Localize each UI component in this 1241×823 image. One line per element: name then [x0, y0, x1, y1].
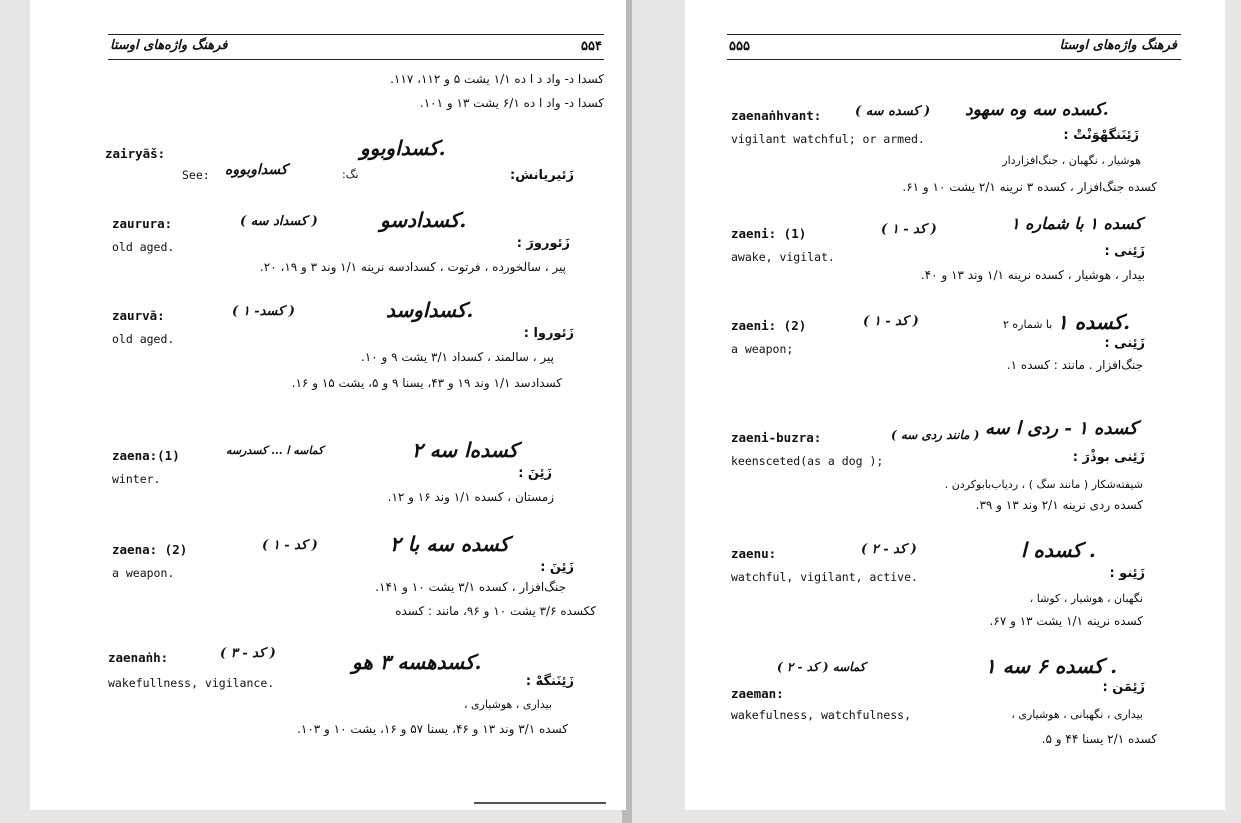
entry-headword: zaeni-buzra:: [731, 430, 822, 445]
persian-headword: زَئِنی :: [1104, 336, 1145, 351]
number-note: با شماره ۲: [1003, 318, 1053, 331]
see-label: See:: [182, 168, 210, 182]
entry-headword: zaurura:: [112, 216, 173, 231]
see-label-fa: نگ:: [342, 168, 359, 181]
reference-line: کسده نرینه ۱/۱ یشت ۱۳ و ۶۷.: [989, 614, 1143, 628]
reference-line: جنگ‌افزار . مانند : کسده ۱.: [1006, 358, 1143, 372]
avestan-word: کسده‌ا سه ۲: [412, 438, 519, 462]
english-gloss: a weapon.: [112, 566, 175, 580]
paren-form: ( کد - ۳ ): [220, 646, 276, 661]
reference-line: کسده جنگ‌افزار ، کسده ۳ نرینه ۲/۱ یشت ۱۰ و ۶۱.: [902, 180, 1157, 194]
paren-form: ( کسده سه ): [855, 104, 931, 119]
reference-line: کسدادسد ۱/۱ وند ۱۹ و ۴۳، یسنا ۹ و ۵، یشت ۱۵ و ۱۶.: [291, 376, 562, 390]
persian-headword: زَئِنَنگهْ :: [525, 674, 574, 689]
english-gloss: vigilant watchful; or armed.: [731, 132, 925, 146]
persian-gloss: شیفته‌شکار ( مانند سگ ) ، ردیاب‌بابوکردن .: [944, 478, 1143, 491]
english-gloss: watchful, vigilant, active.: [731, 570, 918, 584]
reference-line: کسده ۲/۱ یسنا ۴۴ و ۵.: [1041, 732, 1157, 746]
english-gloss: wakefullness, vigilance.: [108, 676, 275, 690]
paren-form: ( کسداد سه ): [240, 214, 318, 229]
persian-headword: زَئِمَن :: [1102, 680, 1145, 695]
avestan-word: کسدهسه ۳ هو.: [352, 650, 482, 674]
persian-headword: زَئِنی :: [1104, 244, 1145, 259]
persian-gloss: بیداری ، نگهبانی ، هوشیاری ،: [1011, 708, 1143, 721]
reference-line: ککسده ۳/۶ یشت ۱۰ و ۹۶، مانند : کسده: [395, 604, 596, 618]
page-number: ۵۵۴: [581, 39, 602, 54]
page-number: ۵۵۵: [729, 39, 750, 54]
persian-headword: زَئوروا :: [523, 326, 574, 341]
paren-form: ( کد - ۱ ): [863, 314, 919, 329]
paren-form: کماسه ( کد - ۲ ): [777, 660, 866, 674]
persian-headword: زَئِنی بوذْرَ :: [1072, 450, 1145, 465]
avestan-word: کسده ۱ - ردی ا سه: [985, 418, 1138, 439]
paren-form: ( کد - ۱ ): [262, 538, 318, 553]
english-gloss: old aged.: [112, 332, 175, 346]
english-gloss: wakefulness, watchfulness,: [731, 708, 912, 722]
paren-form: کماسه ا ... کسدرسه: [226, 444, 324, 457]
entry-headword: zaeman:: [731, 686, 784, 701]
persian-headword: زَئِنَ :: [518, 466, 552, 481]
persian-headword: زَئِنَنگهْوَنْتْ :: [1063, 128, 1139, 143]
entry-headword: zaenaṅhvant:: [731, 108, 822, 123]
right-page: [685, 0, 1225, 810]
entry-headword: zaenaṅh:: [108, 650, 169, 665]
persian-gloss: بیداری ، هوشیاری ،: [463, 698, 552, 711]
entry-headword: zaenu:: [731, 546, 777, 561]
avestan-word: کسده سه وه سهود.: [965, 100, 1109, 120]
entry-headword: zaeni: (1): [731, 226, 807, 241]
english-gloss: a weapon;: [731, 342, 794, 356]
paren-form: ( کد - ۱ ): [881, 222, 937, 237]
entry-headword: zaena: (2): [112, 542, 188, 557]
paren-form: ( کسد- ۱ ): [232, 304, 295, 319]
avestan-word: کسده ۱.: [1057, 310, 1131, 334]
reference-line: کسدا د- واد ا ده ۶/۱ یشت ۱۳ و ۱۰۱.: [419, 96, 604, 110]
persian-headword: زَئورورَ :: [516, 236, 570, 251]
persian-gloss: هوشیار ، نگهبان ، جنگ‌افزاردار: [1002, 154, 1141, 167]
persian-gloss: نگهبان ، هوشیار ، کوشا ،: [1029, 592, 1143, 605]
avestan-word: کسداوبوو.: [360, 136, 446, 160]
paren-form: ( کد - ۲ ): [861, 542, 917, 557]
english-gloss: awake, vigilat.: [731, 250, 835, 264]
entry-headword: zaurvã:: [112, 308, 165, 323]
english-gloss: keensceted(as a dog );: [731, 454, 884, 468]
avestan-word: کسده ۶ سه ۱ .: [985, 654, 1118, 678]
english-gloss: winter.: [112, 472, 161, 486]
persian-headword: زَئِنو :: [1109, 566, 1145, 581]
reference-line: کسدا د- واد د ا ده ۱/۱ یشت ۵ و ۱۱۲، ۱۱۷.: [390, 72, 604, 86]
reference-line: کسده ۳/۱ وند ۱۳ و ۴۶، یسنا ۵۷ و ۱۶، یشت ۱۰ و ۱۰۳.: [297, 722, 568, 736]
reference-line: بیدار ، هوشیار ، کسده نرینه ۱/۱ وند ۱۳ و ۴۰.: [920, 268, 1145, 282]
running-title: فرهنگ واژه‌های اوستا: [110, 38, 228, 53]
reference-line: کسده ردی نرینه ۲/۱ وند ۱۳ و ۳۹.: [975, 498, 1143, 512]
reference-line: زمستان ، کسده ۱/۱ وند ۱۶ و ۱۲.: [387, 490, 554, 504]
persian-headword: زَئیریانش:: [510, 168, 574, 183]
see-script: کسداوبووه: [225, 162, 288, 178]
avestan-word: کسده سه با ۲: [390, 532, 510, 556]
avestan-word: کسدادسو.: [380, 208, 467, 232]
page-edge-mark: [474, 802, 606, 804]
page-header: [108, 34, 604, 60]
reference-line: پیر ، سالخورده ، فرتوت ، کسدادسه نرینه ۱/۱ وند ۳ و ۱۹، ۲۰.: [259, 260, 566, 274]
entry-headword: zaeni: (2): [731, 318, 807, 333]
entry-headword: zairyãš:: [105, 146, 166, 161]
avestan-word: کسده ا .: [1021, 538, 1096, 562]
page-header: [727, 34, 1181, 60]
paren-form: ( مانند ردی سه ): [891, 428, 980, 442]
avestan-word: کسده ۱ با شماره ۱: [1011, 214, 1143, 233]
reference-line: جنگ‌افزار ، کسده ۳/۱ یشت ۱۰ و ۱۴۱.: [375, 580, 566, 594]
persian-headword: زَئِنَ :: [540, 560, 574, 575]
entry-headword: zaena:(1): [112, 448, 180, 463]
english-gloss: old aged.: [112, 240, 175, 254]
avestan-word: کسداوسد.: [386, 298, 474, 322]
left-page: [30, 0, 626, 810]
running-title: فرهنگ واژه‌های اوستا: [1059, 38, 1177, 53]
reference-line: پیر ، سالمند ، کسداد ۳/۱ یشت ۹ و ۱۰.: [360, 350, 554, 364]
